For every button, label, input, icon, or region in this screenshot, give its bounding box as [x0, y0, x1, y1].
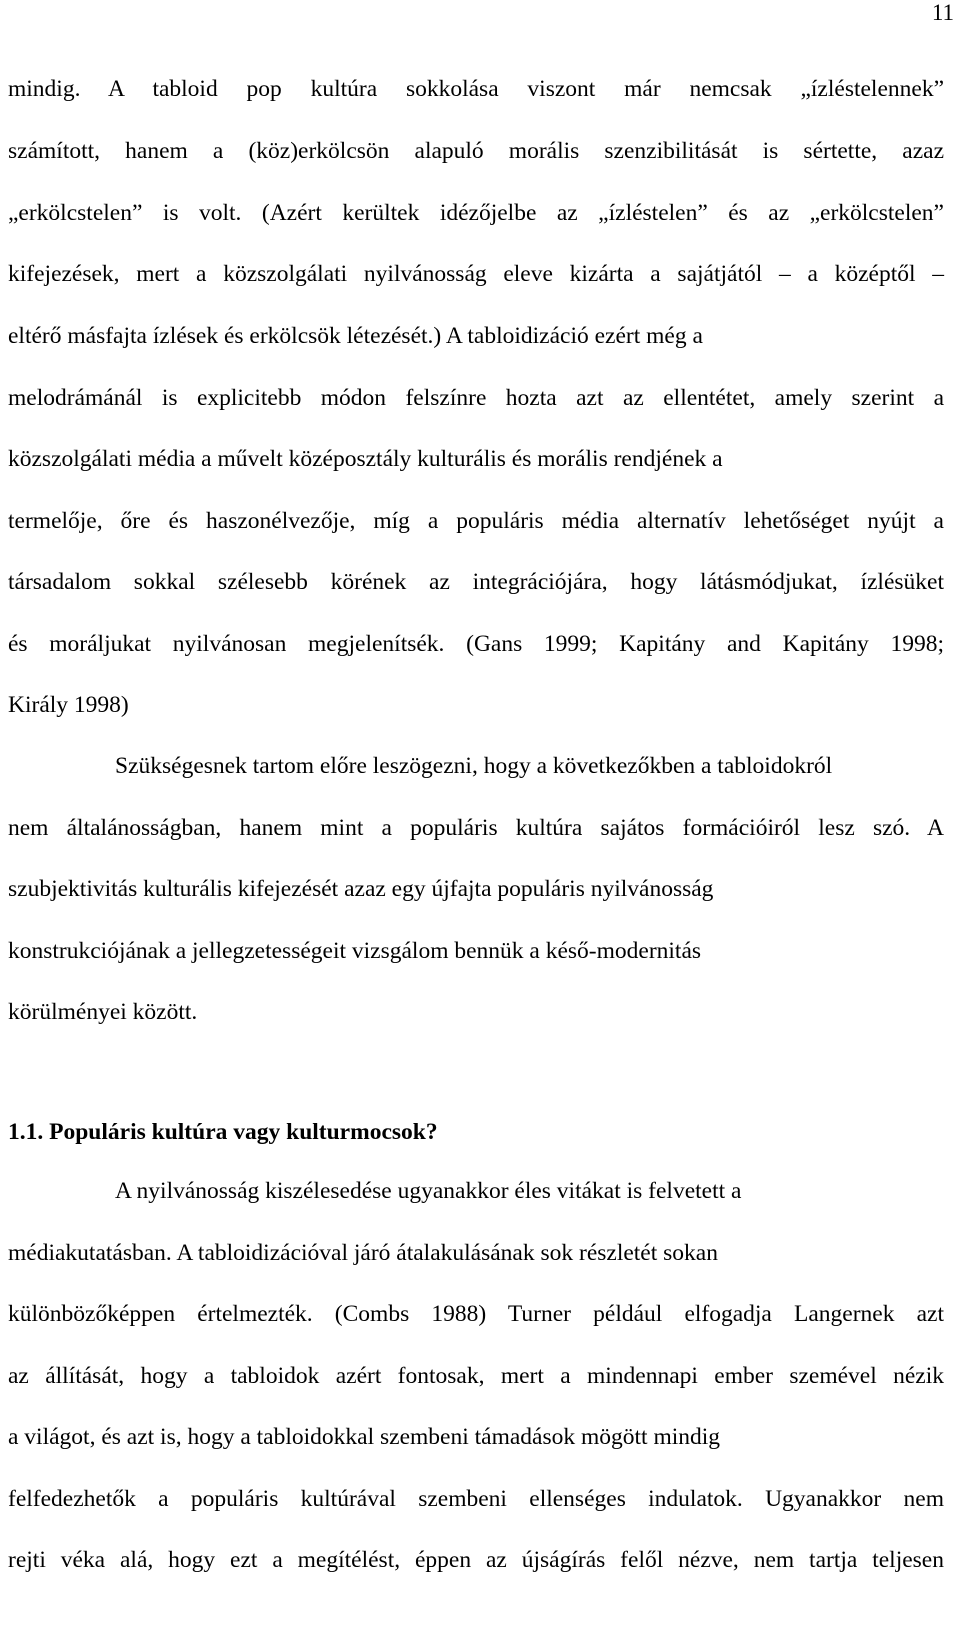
text-line: és moráljukat nyilvánosan megjelenítsék. (Gans 1999; Kapitány and Kapitány 1998; [8, 631, 944, 657]
text-line: a világot, és azt is, hogy a tabloidokkal szembeni támadások mögött mindig [8, 1424, 721, 1450]
text-line: „erkölcstelen” is volt. (Azért kerültek idézőjelbe az „ízléstelen” és az „erkölcstelen” [8, 200, 944, 226]
text-line: közszolgálati média a művelt középosztály kulturális és morális rendjének a [8, 446, 723, 472]
text-line: az állítását, hogy a tabloidok azért fontosak, mert a mindennapi ember szemével nézik [8, 1363, 944, 1389]
text-line: Szükségesnek tartom előre leszögezni, hogy a következőkben a tabloidokról [115, 753, 833, 779]
text-line: szubjektivitás kulturális kifejezését azaz egy újfajta populáris nyilvánosság [8, 876, 714, 902]
page-number: 11 [931, 0, 954, 25]
text-line: körülményei között. [8, 999, 198, 1025]
text-line: A nyilvánosság kiszélesedése ugyanakkor éles vitákat is felvetett a [115, 1178, 742, 1204]
text-line: rejti véka alá, hogy ezt a megítélést, éppen az újságírás felől nézve, nem tartja teljesen [8, 1547, 944, 1573]
text-line: nem általánosságban, hanem mint a populáris kultúra sajátos formációiról lesz szó. A [8, 815, 944, 841]
text-line: társadalom sokkal szélesebb körének az integrációjára, hogy látásmódjukat, ízlésüket [8, 569, 944, 595]
text-line: médiakutatásban. A tabloidizációval járó átalakulásának sok részletét sokan [8, 1240, 718, 1266]
section-heading: 1.1. Populáris kultúra vagy kulturmocsok? [8, 1119, 438, 1145]
text-line: különbözőképpen értelmezték. (Combs 1988) Turner például elfogadja Langernek azt [8, 1301, 944, 1327]
text-line: melodrámánál is explicitebb módon felszínre hozta azt az ellentétet, amely szerint a [8, 385, 944, 411]
text-line: termelője, őre és haszonélvezője, míg a populáris média alternatív lehetőséget nyújt a [8, 508, 944, 534]
text-line: kifejezések, mert a közszolgálati nyilvánosság eleve kizárta a sajátjától – a középtől – [8, 261, 944, 287]
text-line: mindig. A tabloid pop kultúra sokkolása viszont már nemcsak „ízléstelennek” [8, 76, 944, 102]
text-line: eltérő másfajta ízlések és erkölcsök létezését.) A tabloidizáció ezért még a [8, 323, 703, 349]
text-line: Király 1998) [8, 692, 129, 718]
text-line: felfedezhetők a populáris kultúrával szembeni ellenséges indulatok. Ugyanakkor nem [8, 1486, 944, 1512]
text-line: számított, hanem a (köz)erkölcsön alapuló morális szenzibilitását is sértette, azaz [8, 138, 944, 164]
text-line: konstrukciójának a jellegzetességeit vizsgálom bennük a késő-modernitás [8, 938, 702, 964]
